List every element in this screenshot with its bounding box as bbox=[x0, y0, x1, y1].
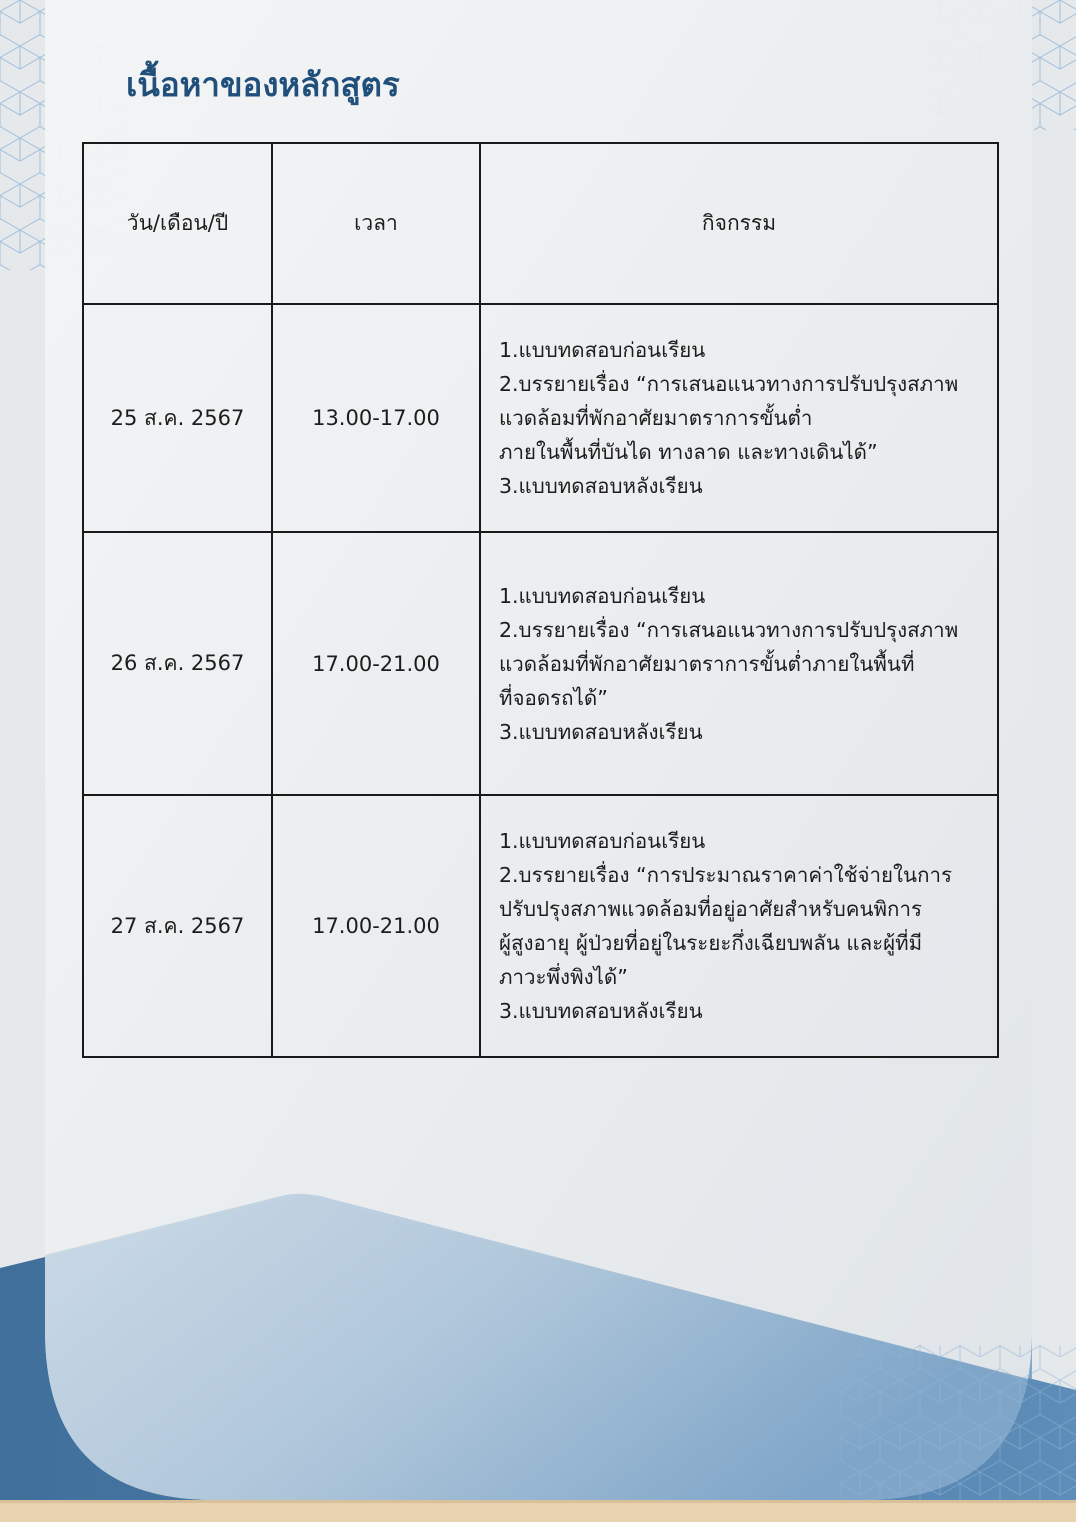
activity-cell bbox=[480, 304, 998, 532]
activity-line: 3.แบบทดสอบหลังเรียน bbox=[499, 999, 703, 1023]
header-date: วัน/เดือน/ปี bbox=[83, 143, 272, 304]
activity-line: ที่จอดรถได้” bbox=[499, 685, 608, 710]
cube-pattern-bottom-right bbox=[840, 1345, 1076, 1500]
activity-line: 2.บรรยายเรื่อง “การประมาณราคาค่าใช้จ่ายในการ bbox=[499, 863, 953, 887]
activity-line: 1.แบบทดสอบก่อนเรียน bbox=[499, 583, 706, 608]
activity-line: 2.บรรยายเรื่อง “การเสนอแนวทางการปรับปรุงสภาพ bbox=[499, 372, 959, 396]
activity-line: 1.แบบทดสอบก่อนเรียน bbox=[499, 829, 706, 853]
header-activity: กิจกรรม bbox=[480, 143, 998, 304]
activity-line: แวดล้อมที่พักอาศัยมาตราการขั้นต่ำภายในพื้นที่ bbox=[499, 651, 915, 676]
date-cell: 25 ส.ค. 2567 bbox=[83, 304, 272, 532]
activity-line: 3.แบบทดสอบหลังเรียน bbox=[499, 474, 703, 498]
activity-line: 1.แบบทดสอบก่อนเรียน bbox=[499, 338, 706, 362]
activity-line: 3.แบบทดสอบหลังเรียน bbox=[499, 719, 703, 744]
course-schedule-table bbox=[82, 142, 999, 1058]
activity-line: ผู้สูงอายุ ผู้ป่วยที่อยู่ในระยะกึ่งเฉียบพลัน และผู้ที่มี bbox=[499, 931, 923, 955]
table-row bbox=[83, 795, 998, 1057]
activity-line: ภายในพื้นที่บันได ทางลาด และทางเดินได้” bbox=[499, 440, 878, 464]
activity-cell bbox=[480, 532, 998, 795]
activity-cell bbox=[480, 795, 998, 1057]
date-cell: 26 ส.ค. 2567 bbox=[83, 532, 272, 795]
activity-line: ปรับปรุงสภาพแวดล้อมที่อยู่อาศัยสำหรับคนพิการ bbox=[499, 897, 922, 921]
time-cell: 17.00-21.00 bbox=[272, 795, 480, 1057]
time-cell: 13.00-17.00 bbox=[272, 304, 480, 532]
date-cell: 27 ส.ค. 2567 bbox=[83, 795, 272, 1057]
header-time: เวลา bbox=[272, 143, 480, 304]
table-row bbox=[83, 304, 998, 532]
table-row bbox=[83, 532, 998, 795]
time-cell: 17.00-21.00 bbox=[272, 532, 480, 795]
activity-line: 2.บรรยายเรื่อง “การเสนอแนวทางการปรับปรุงสภาพ bbox=[499, 617, 959, 642]
table-header-row bbox=[83, 143, 998, 304]
activity-line: ภาวะพึ่งพิงได้” bbox=[499, 965, 628, 989]
page-title: เนื้อหาของหลักสูตร bbox=[126, 65, 400, 104]
activity-line: แวดล้อมที่พักอาศัยมาตราการขั้นต่ำ bbox=[499, 406, 813, 430]
